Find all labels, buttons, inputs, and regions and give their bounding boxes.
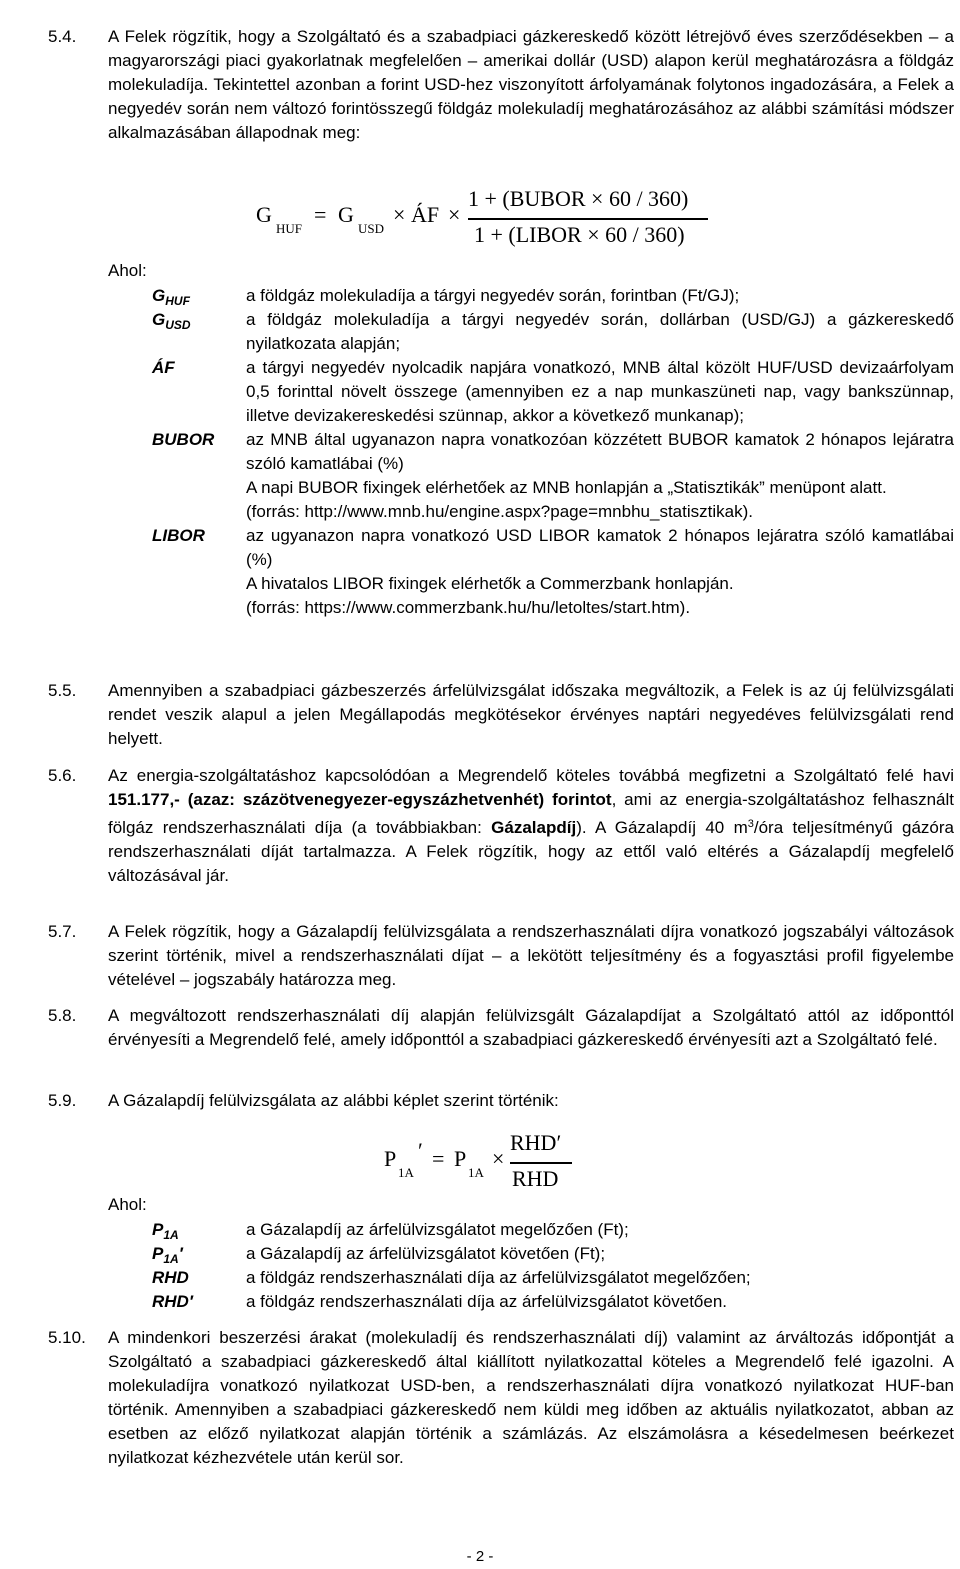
formula-fraction-bar xyxy=(510,1162,572,1164)
formula-equals: = xyxy=(314,202,327,227)
description-line: az ugyanazon napra vonatkozó USD LIBOR kamatok 2 hónapos lejáratra szóló kamatlábai (%) xyxy=(246,526,954,569)
formula-p2: P xyxy=(454,1146,467,1171)
definition-list-1 xyxy=(108,284,954,620)
description-line: a földgáz molekuladíja a tárgyi negyedév során, dollárban (USD/GJ) a gázkereskedő nyilatkozata alapján; xyxy=(246,310,954,353)
formula-sub-usd: USD xyxy=(358,221,385,236)
formula-sub-huf: HUF xyxy=(276,221,303,236)
page-number: - 2 - xyxy=(466,1548,494,1565)
formula-denominator: 1 + (LIBOR × 60 / 360) xyxy=(474,222,685,247)
section-text: A mindenkori beszerzési árakat (molekuladíj és rendszerhasználati díj) valamint az árváltozás időpontját a Szolgáltató a szabadpiaci gázkereskedő által kiállított nyilatkozattal köteles a Megrendelő felé igazolni. A molekuladíjra vonatkozó nyilatkozat USD-ben, a rendszerhasználati díjra vonatkozó nyilatkozat HUF-ban történik. Amennyiben a szabadpiaci gázkereskedő nem küldi meg időben az aktuális nyilatkozatot, abban az esetben az előző nyilatkozat alapján történik a számlázás. Az elszámolásra a késedelmesen beérkezet nyilatkozat kézhezvétele után kerül sor. xyxy=(108,1328,954,1467)
definition-description xyxy=(246,524,954,620)
defined-term-gazalapdij: Gázalapdíj xyxy=(491,818,577,837)
term-symbol: G xyxy=(152,310,166,329)
definition-description xyxy=(246,356,954,428)
description-line: a földgáz molekuladíja a tárgyi negyedév során, forintban (Ft/GJ); xyxy=(246,286,740,305)
definition-item xyxy=(108,356,954,428)
definition-term xyxy=(152,1290,193,1314)
definition-description: a földgáz rendszerhasználati díja az árfelülvizsgálatot követően. xyxy=(246,1292,728,1311)
section-text: A Gázalapdíj felülvizsgálata az alábbi képlet szerint történik: xyxy=(108,1091,559,1110)
formula-numerator: 1 + (BUBOR × 60 / 360) xyxy=(468,186,689,211)
term-subscript: 1A xyxy=(163,1228,179,1242)
definition-description: a Gázalapdíj az árfelülvizsgálatot megelőzően (Ft); xyxy=(246,1220,629,1239)
term-symbol: ÁF xyxy=(152,358,175,377)
base-fee-formula xyxy=(384,1128,584,1194)
section-text: A Felek rögzítik, hogy a Gázalapdíj felülvizsgálata a rendszerhasználati díjra vonatkozó jogszabályi változások szerint történik, mivel a rendszerhasználati díjat – a lekötött teljesítmény és a fogyasztási profil figyelembe vételével – jogszabály határozza meg. xyxy=(108,922,954,989)
term-symbol: P xyxy=(152,1220,164,1239)
formula-af: ÁF xyxy=(411,202,440,227)
section-number: 5.8. xyxy=(48,1006,77,1025)
definition-term xyxy=(152,308,191,337)
term-subscript: HUF xyxy=(165,294,190,308)
section-text: A Felek rögzítik, hogy a Szolgáltató és a szabadpiaci gázkereskedő között létrejövő éves szerződésekben – a magyarországi piaci gyakorlatnak megfelelően – amerikai dollár (USD) alapon kerül meghatározásra a földgáz molekuladíja. Tekintettel azonban a forint USD-hez viszonyított árfolyamának folytonos ingadozására, a Felek a negyedév során nem változó forintösszegű földgáz molekuladíj meghatározásához az alábbi számítási módszer alkalmazásában állapodnak meg: xyxy=(108,27,954,142)
formula-times: × xyxy=(492,1146,505,1171)
definition-description xyxy=(246,308,954,356)
definition-item xyxy=(108,1218,954,1242)
definition-item xyxy=(108,1290,954,1314)
definition-item xyxy=(108,428,954,524)
section-number: 5.5. xyxy=(48,681,77,700)
where-label: Ahol: xyxy=(108,261,147,280)
formula-g-huf: G xyxy=(256,202,272,227)
definition-description xyxy=(246,284,954,308)
monthly-fee-amount: 151.177,- (azaz: százötvenegyezer-egyszázhetvenhét) forintot xyxy=(108,790,612,809)
description-line: A hivatalos LIBOR fixingek elérhetők a Commerzbank honlapján. xyxy=(246,574,734,593)
definition-term xyxy=(152,524,205,548)
term-symbol: LIBOR xyxy=(152,526,205,545)
formula-numerator: RHD′ xyxy=(510,1130,562,1155)
definition-term xyxy=(152,428,214,452)
term-symbol: RHD xyxy=(152,1268,189,1287)
definition-term xyxy=(152,1266,189,1290)
formula-p: P xyxy=(384,1146,397,1171)
term-prime: ′ xyxy=(178,1244,183,1263)
exchange-rate-formula xyxy=(256,184,716,254)
section-text: A megváltozott rendszerhasználati díj alapján felülvizsgált Gázalapdíjat a Szolgáltató attól az időponttól érvényesíti a Megrendelő felé, amely időponttól a szabadpiaci gázkereskedő érvényesíti azt a Szolgáltató felé. xyxy=(108,1006,954,1049)
formula-equals: = xyxy=(432,1146,445,1171)
term-symbol: P xyxy=(152,1244,164,1263)
description-line: (forrás: http://www.mnb.hu/engine.aspx?page=mnbhu_statisztikak). xyxy=(246,502,753,521)
section-number: 5.10. xyxy=(48,1328,86,1347)
description-line: (forrás: https://www.commerzbank.hu/hu/letoltes/start.htm). xyxy=(246,598,691,617)
formula-times-2: × xyxy=(448,202,461,227)
section-number: 5.7. xyxy=(48,922,77,941)
formula-sub-1a: 1A xyxy=(398,1165,414,1180)
section-number: 5.9. xyxy=(48,1091,77,1110)
section-text: Amennyiben a szabadpiaci gázbeszerzés árfelülvizsgálat időszaka megváltozik, a Felek is az új felülvizsgálati rendet veszik alapul a jelen Megállapodás megkötésekor érvényes naptári negyedéves felülvizsgálati rend helyett. xyxy=(108,681,954,748)
formula-sub-1a-2: 1A xyxy=(468,1165,484,1180)
definition-term xyxy=(152,356,175,380)
definition-item xyxy=(108,1242,954,1266)
text-run: /óra teljesítményű gázóra rendszerhasználati díját tartalmazza. A Felek rögzítik, hogy az ettől való eltérés a Gázalapdíj megfelelő változásával jár. xyxy=(108,818,954,885)
text-run: ). A Gázalapdíj 40 m xyxy=(576,818,748,837)
section-text xyxy=(108,764,954,888)
where-label: Ahol: xyxy=(108,1195,147,1214)
definition-item xyxy=(108,524,954,620)
term-symbol: G xyxy=(152,286,166,305)
term-prime: ′ xyxy=(188,1292,193,1311)
term-subscript: 1A xyxy=(163,1252,179,1266)
definition-item xyxy=(108,1266,954,1290)
description-line: A napi BUBOR fixingek elérhetőek az MNB honlapján a „Statisztikák” menüpont alatt. xyxy=(246,478,887,497)
formula-times-1: × xyxy=(393,202,406,227)
definition-item xyxy=(108,284,954,308)
section-number: 5.6. xyxy=(48,766,77,785)
description-line: a tárgyi negyedév nyolcadik napjára vonatkozó, MNB által közölt HUF/USD devizaárfolyam 0,5 forinttal növelt összege (amennyiben ez a nap munkaszüneti nap, vagy bankszünnap, illetve devizakereskedési szünnap, akkor a következő munkanap); xyxy=(246,358,954,425)
text-run: , ami az energia-szolgáltatáshoz felhasznált fölgáz rendszerhasználati díja (a továbbiakban: xyxy=(108,790,954,837)
term-subscript: USD xyxy=(165,318,191,332)
description-line: az MNB által ugyanazon napra vonatkozóan közzétett BUBOR kamatok 2 hónapos lejáratra szóló kamatlábai (%) xyxy=(246,430,954,473)
formula-denominator: RHD xyxy=(512,1166,559,1191)
definition-description: a Gázalapdíj az árfelülvizsgálatot követően (Ft); xyxy=(246,1244,606,1263)
definition-description: a földgáz rendszerhasználati díja az árfelülvizsgálatot megelőzően; xyxy=(246,1268,751,1287)
text-run: Az energia-szolgáltatáshoz kapcsolódóan a Megrendelő köteles továbbá megfizetni a Szolgáltató felé havi xyxy=(108,766,954,785)
definition-list-2 xyxy=(108,1218,954,1314)
superscript-3: 3 xyxy=(747,818,754,830)
formula-g-usd: G xyxy=(338,202,354,227)
section-number: 5.4. xyxy=(48,27,77,46)
term-symbol: RHD xyxy=(152,1292,189,1311)
definition-item xyxy=(108,308,954,356)
definition-description xyxy=(246,428,954,524)
formula-fraction-bar xyxy=(468,218,708,220)
term-symbol: BUBOR xyxy=(152,430,215,449)
formula-prime: ′ xyxy=(418,1138,423,1163)
